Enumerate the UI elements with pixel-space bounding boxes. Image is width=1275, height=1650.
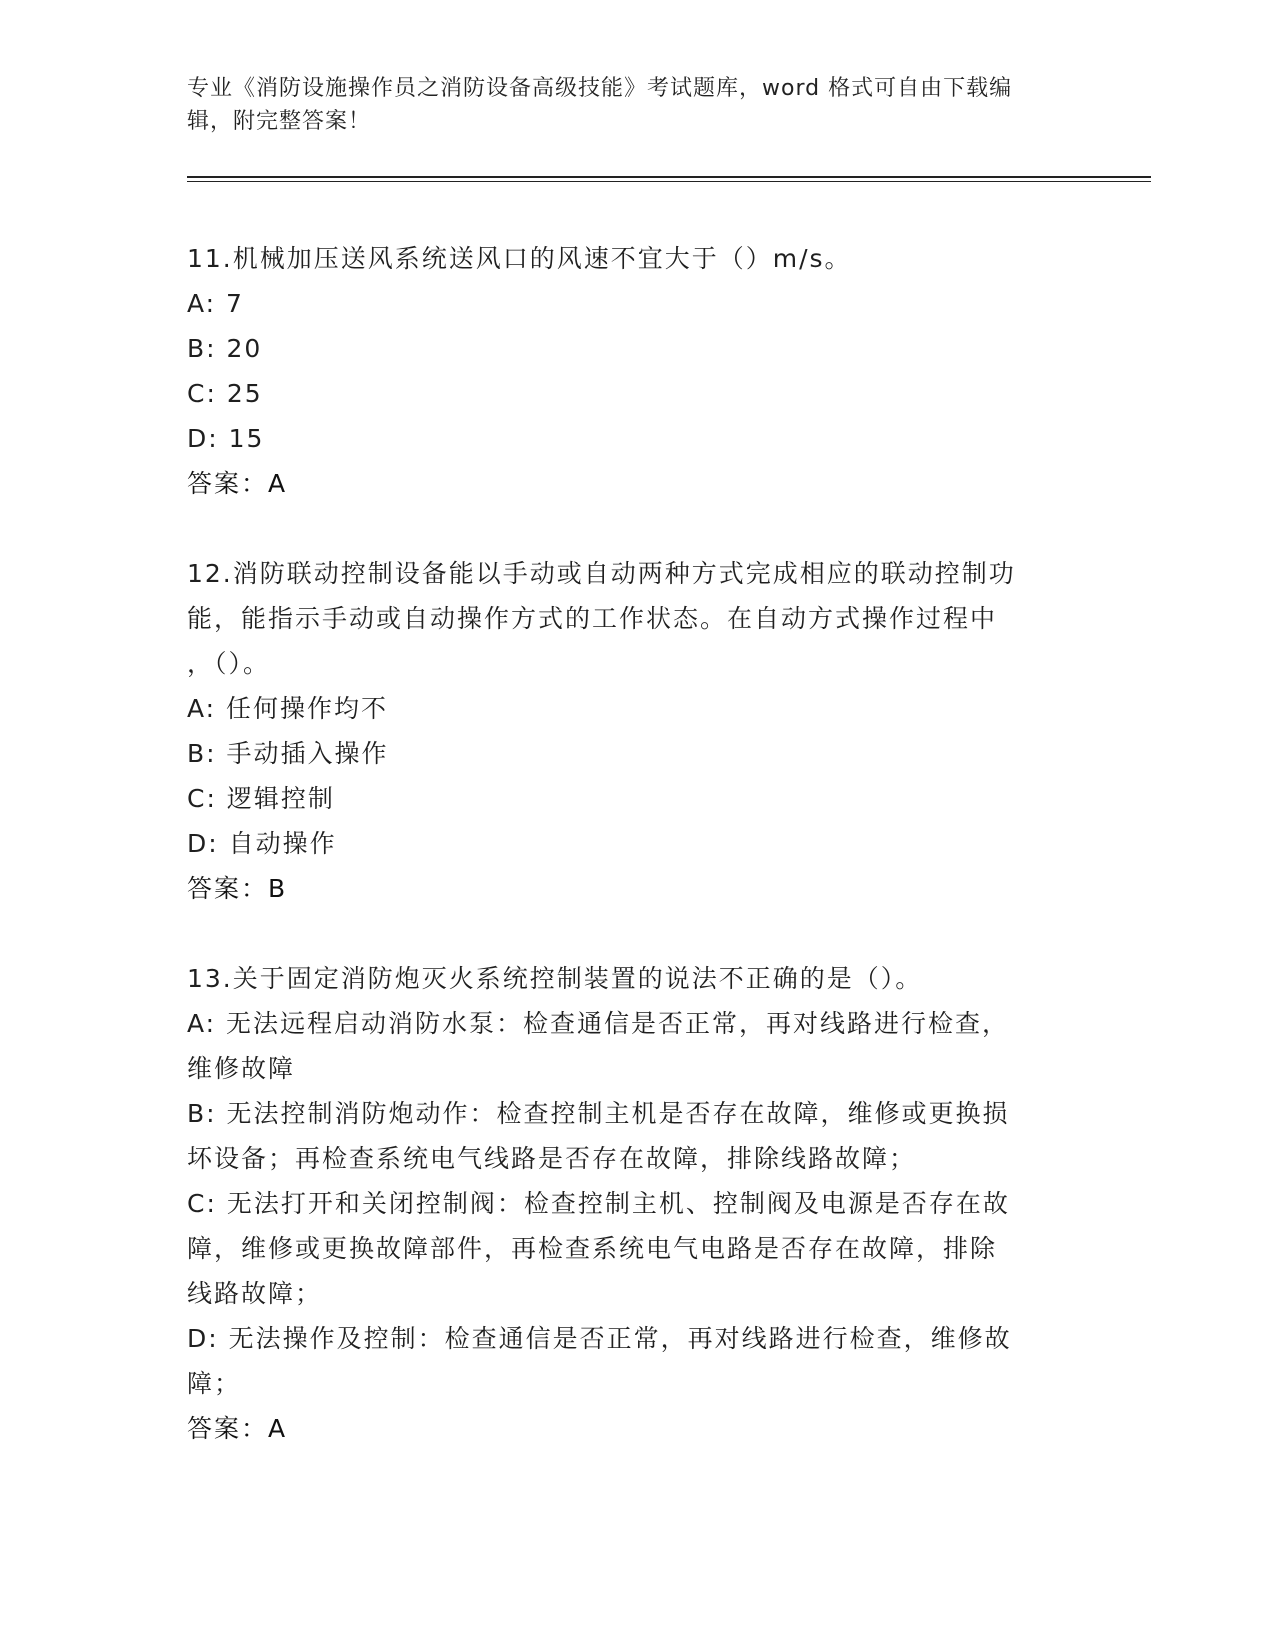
option-d: D: 无法操作及控制：检查通信是否正常，再对线路进行检查，维修故: [187, 1324, 1012, 1353]
option-a-cont: 维修故障: [187, 1054, 296, 1083]
question-stem: 能，能指示手动或自动操作方式的工作状态。在自动方式操作过程中: [187, 604, 998, 633]
option-b-cont: 坏设备；再检查系统电气线路是否存在故障，排除线路故障；: [187, 1144, 917, 1173]
header-line-1: 专业《消防设施操作员之消防设备高级技能》考试题库，word 格式可自由下载编: [187, 76, 1013, 101]
option-a: A: 无法远程启动消防水泵：检查通信是否正常，再对线路进行检查，: [187, 1009, 1010, 1038]
question-spacer: [187, 506, 1067, 551]
option-b: B: 20: [187, 334, 263, 363]
question-stem: 13.关于固定消防炮灭火系统控制装置的说法不正确的是（）。: [187, 964, 923, 993]
option-c: C: 25: [187, 379, 263, 408]
question-spacer: [187, 911, 1067, 956]
option-d: D: 15: [187, 424, 265, 453]
option-d-cont: 障；: [187, 1369, 242, 1398]
question-13: [187, 956, 1067, 1451]
question-11: [187, 236, 1067, 506]
document-header: [187, 72, 1067, 138]
question-list: [187, 236, 1067, 1451]
option-b: B: 无法控制消防炮动作：检查控制主机是否存在故障，维修或更换损: [187, 1099, 1010, 1128]
answer-line: 答案：B: [187, 874, 288, 903]
question-stem: ，（）。: [187, 649, 271, 678]
header-divider-thick: [187, 176, 1151, 178]
option-c-cont: 线路故障；: [187, 1279, 323, 1308]
header-line-2: 辑，附完整答案！: [187, 109, 372, 134]
option-a: A: 任何操作均不: [187, 694, 389, 723]
question-12: [187, 551, 1067, 911]
header-divider-thin: [187, 181, 1151, 182]
question-stem: 12.消防联动控制设备能以手动或自动两种方式完成相应的联动控制功: [187, 559, 1016, 588]
option-d: D: 自动操作: [187, 829, 337, 858]
answer-line: 答案：A: [187, 469, 288, 498]
option-b: B: 手动插入操作: [187, 739, 389, 768]
option-a: A: 7: [187, 289, 244, 318]
answer-line: 答案：A: [187, 1414, 288, 1443]
option-c: C: 逻辑控制: [187, 784, 335, 813]
option-c: C: 无法打开和关闭控制阀：检查控制主机、控制阀及电源是否存在故: [187, 1189, 1010, 1218]
option-c-cont: 障，维修或更换故障部件，再检查系统电气电路是否存在故障，排除: [187, 1234, 998, 1263]
question-stem: 11.机械加压送风系统送风口的风速不宜大于（）m/s。: [187, 244, 852, 273]
